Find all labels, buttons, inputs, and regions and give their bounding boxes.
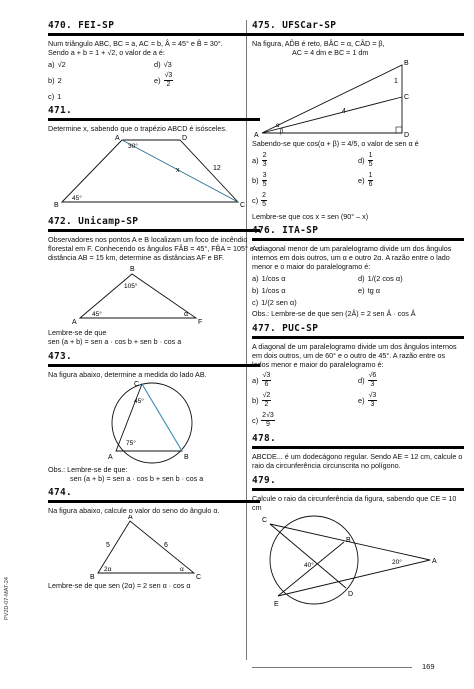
side-label: 1 [394, 78, 398, 86]
angle-label: β [280, 129, 284, 136]
left-column [48, 20, 260, 595]
question-470 [48, 20, 260, 101]
vertex-label-b: B [404, 60, 409, 68]
question-text: AC = 4 dm e BC = 1 dm [292, 48, 369, 58]
question-text: Na figura abaixo, calcule o valor do seno do ângulo α. [48, 506, 220, 516]
question-text: A diagonal menor de um paralelogramo divide um dos ângulos internos em dois outros, um α e outro 2α. A razão entre o lado menor e o maior do paralelogramo é: [252, 243, 452, 272]
question-text: Na figura, AD̂B é reto, BÂC = α, CÂD = β, [252, 39, 385, 48]
vertex-label-a: A [115, 134, 120, 142]
option-c[interactable]: c) 1 [48, 92, 62, 102]
angle-label: 40° [304, 562, 314, 570]
header-bar [48, 33, 260, 36]
angle-label: 45° [134, 397, 144, 405]
hint-text: Obs.: Lembre-se de que: [48, 464, 128, 474]
header-bar [48, 229, 260, 232]
vertex-label-d: D [182, 134, 188, 142]
option-d[interactable]: d) $\frac{√6}{3}$ [358, 372, 377, 389]
question-text: Determine x, sabendo que o trapézio ABCD é isósceles. [48, 124, 227, 134]
angle-label: α [180, 566, 184, 574]
footer-rule [252, 667, 412, 668]
option-d[interactable]: d) √3 [154, 60, 172, 70]
point-label-d: D [348, 591, 354, 599]
vertex-label-b: B [90, 574, 95, 582]
point-label-e: E [274, 601, 279, 609]
side-label: 5 [106, 542, 110, 550]
side-label: 4 [342, 108, 346, 116]
angle-label: α [184, 311, 189, 319]
hint-text: Obs.: Lembre-se de que sen (2Â) = 2 sen Â · cos Â [252, 309, 416, 319]
angle-label: 20° [392, 559, 402, 567]
side-label: 6 [164, 542, 168, 550]
question-header: 474. [48, 487, 73, 499]
header-bar [48, 500, 260, 503]
hint-text: Lembre-se que cos x = sen (90° – x) [252, 211, 369, 221]
segment-label: 12 [213, 164, 221, 172]
header-bar [48, 118, 260, 121]
right-triangle-figure [252, 57, 464, 139]
question-header: 472. Unicamp-SP [48, 215, 139, 227]
hint-text: sen (a + b) = sen a · cos b + sen b · cos a [70, 474, 204, 484]
option-c[interactable]: c) $\frac{2√3}{9}$ [252, 412, 274, 429]
circle-triangle-figure [48, 379, 260, 465]
circle-secants-figure [252, 512, 464, 608]
question-473 [48, 351, 260, 484]
question-471 [48, 105, 260, 211]
option-d[interactable]: d) $\frac{1}{5}$ [358, 151, 373, 168]
question-text: Sabendo-se que cos(α + β) = 4/5, o valor de sen α é [252, 139, 419, 149]
question-472 [48, 216, 260, 347]
option-b[interactable]: b) $\frac{3}{5}$ [252, 171, 267, 188]
header-bar [252, 238, 464, 241]
vertex-label-b: B [54, 201, 59, 209]
question-text: A diagonal de um paralelogramo divide um dos ângulos internos em dois outros, um de 60° e o outro de 45°. A razão entre os lados menor e maior do paralelogramo é: [252, 341, 457, 370]
question-475 [252, 20, 464, 221]
vertex-label-a: A [254, 132, 259, 140]
segment-label: x [176, 166, 180, 174]
option-e[interactable]: e) tg α [358, 286, 381, 296]
point-label-b: B [346, 537, 351, 545]
option-d[interactable]: d) 1/(2 cos α) [358, 274, 403, 284]
question-474 [48, 487, 260, 590]
question-header: 475. UFSCar-SP [252, 20, 337, 31]
angle-label: 105° [124, 283, 138, 291]
vertex-label-a: A [128, 515, 133, 522]
hint-text: Lembre-se de que [48, 328, 107, 338]
question-header: 470. FEI-SP [48, 20, 115, 31]
question-476 [252, 225, 464, 319]
angle-label: 45° [92, 311, 102, 319]
question-478 [252, 433, 464, 470]
option-c[interactable]: c) $\frac{2}{5}$ [252, 191, 267, 208]
point-label-c: C [262, 517, 268, 525]
option-e[interactable]: e) $\frac{1}{6}$ [358, 171, 373, 188]
answer-options [48, 60, 260, 101]
option-a[interactable]: a) $\frac{√3}{6}$ [252, 372, 271, 389]
question-header: 473. [48, 350, 73, 362]
question-header: 477. PUC-SP [252, 322, 319, 334]
question-text: Num triângulo ABC, BC = a, AC = b, Â = 45° e B̂ = 30°. [48, 39, 223, 48]
vertex-label-c: C [134, 380, 140, 388]
option-a[interactable]: a) √2 [48, 60, 66, 70]
angle-label: 2α [104, 566, 112, 574]
option-c[interactable]: c) 1/(2 sen α) [252, 298, 297, 308]
vertex-label-b: B [184, 453, 189, 461]
triangle-figure [48, 262, 260, 328]
answer-options [252, 372, 464, 429]
vertex-label-c: C [240, 201, 246, 209]
option-b[interactable]: b) 1/cos α [252, 286, 286, 296]
question-text: Na figura abaixo, determine a medida do lado AB. [48, 369, 207, 379]
option-b[interactable]: b) $\frac{√2}{2}$ [252, 392, 271, 409]
angle-label: 75° [126, 439, 136, 447]
header-bar [252, 446, 464, 449]
question-477 [252, 323, 464, 430]
question-header: 471. [48, 105, 73, 117]
trapezoid-figure [48, 134, 260, 212]
question-text: Sendo a + b = 1 + √2, o valor de a é: [48, 48, 165, 58]
option-a[interactable]: a) 1/cos α [252, 274, 286, 284]
option-b[interactable]: b) 2 [48, 76, 62, 86]
vertex-label-c: C [196, 574, 202, 582]
option-a[interactable]: a) $\frac{2}{3}$ [252, 151, 267, 168]
side-code: PV2D-07-MAT-24 [4, 577, 10, 620]
vertex-label-a: A [72, 319, 77, 327]
header-bar [252, 488, 464, 491]
vertex-label-c: C [404, 94, 410, 102]
question-header: 478. [252, 433, 277, 445]
header-bar [252, 33, 464, 36]
question-text: Observadores nos pontos A e B localizam um foco de incêndio florestal em F. Conhecendo os ângulos FÂB = 45°, FB̂A = 105° e a distância AB = 15 km, determine as distâncias AF e BF. [48, 234, 260, 263]
angle-label: 30° [128, 142, 138, 150]
option-e[interactable]: e) $\frac{√3}{2}$ [154, 72, 173, 89]
page-number: 169 [422, 662, 435, 671]
vertex-label-b: B [130, 266, 135, 274]
vertex-label-f: F [198, 319, 203, 327]
option-e[interactable]: e) $\frac{√3}{3}$ [358, 392, 377, 409]
answer-options [252, 274, 464, 307]
hint-text: sen (a + b) = sen a · cos b + sen b · cos a [48, 337, 182, 347]
right-column [252, 20, 464, 612]
triangle-figure [48, 515, 260, 581]
question-header: 476. ITA-SP [252, 224, 319, 236]
question-479 [252, 475, 464, 608]
hint-text: Lembre-se de que sen (2α) = 2 sen α · cos α [48, 581, 191, 591]
question-text: ABCDE... é um dodecágono regular. Sendo AE = 12 cm, calcule o raio da circunferência circunscrita no polígono. [252, 452, 463, 471]
point-label-a: A [432, 558, 437, 566]
question-header: 479. [252, 474, 277, 486]
vertex-label-d: D [404, 132, 410, 140]
header-bar [48, 364, 260, 367]
question-text: Calcule o raio da circunferência da figura, sabendo que CE = 10 cm [252, 493, 457, 512]
answer-options [252, 152, 464, 209]
vertex-label-a: A [108, 453, 113, 461]
header-bar [252, 336, 464, 339]
angle-label: α [276, 123, 280, 130]
angle-label: 45° [72, 194, 82, 202]
